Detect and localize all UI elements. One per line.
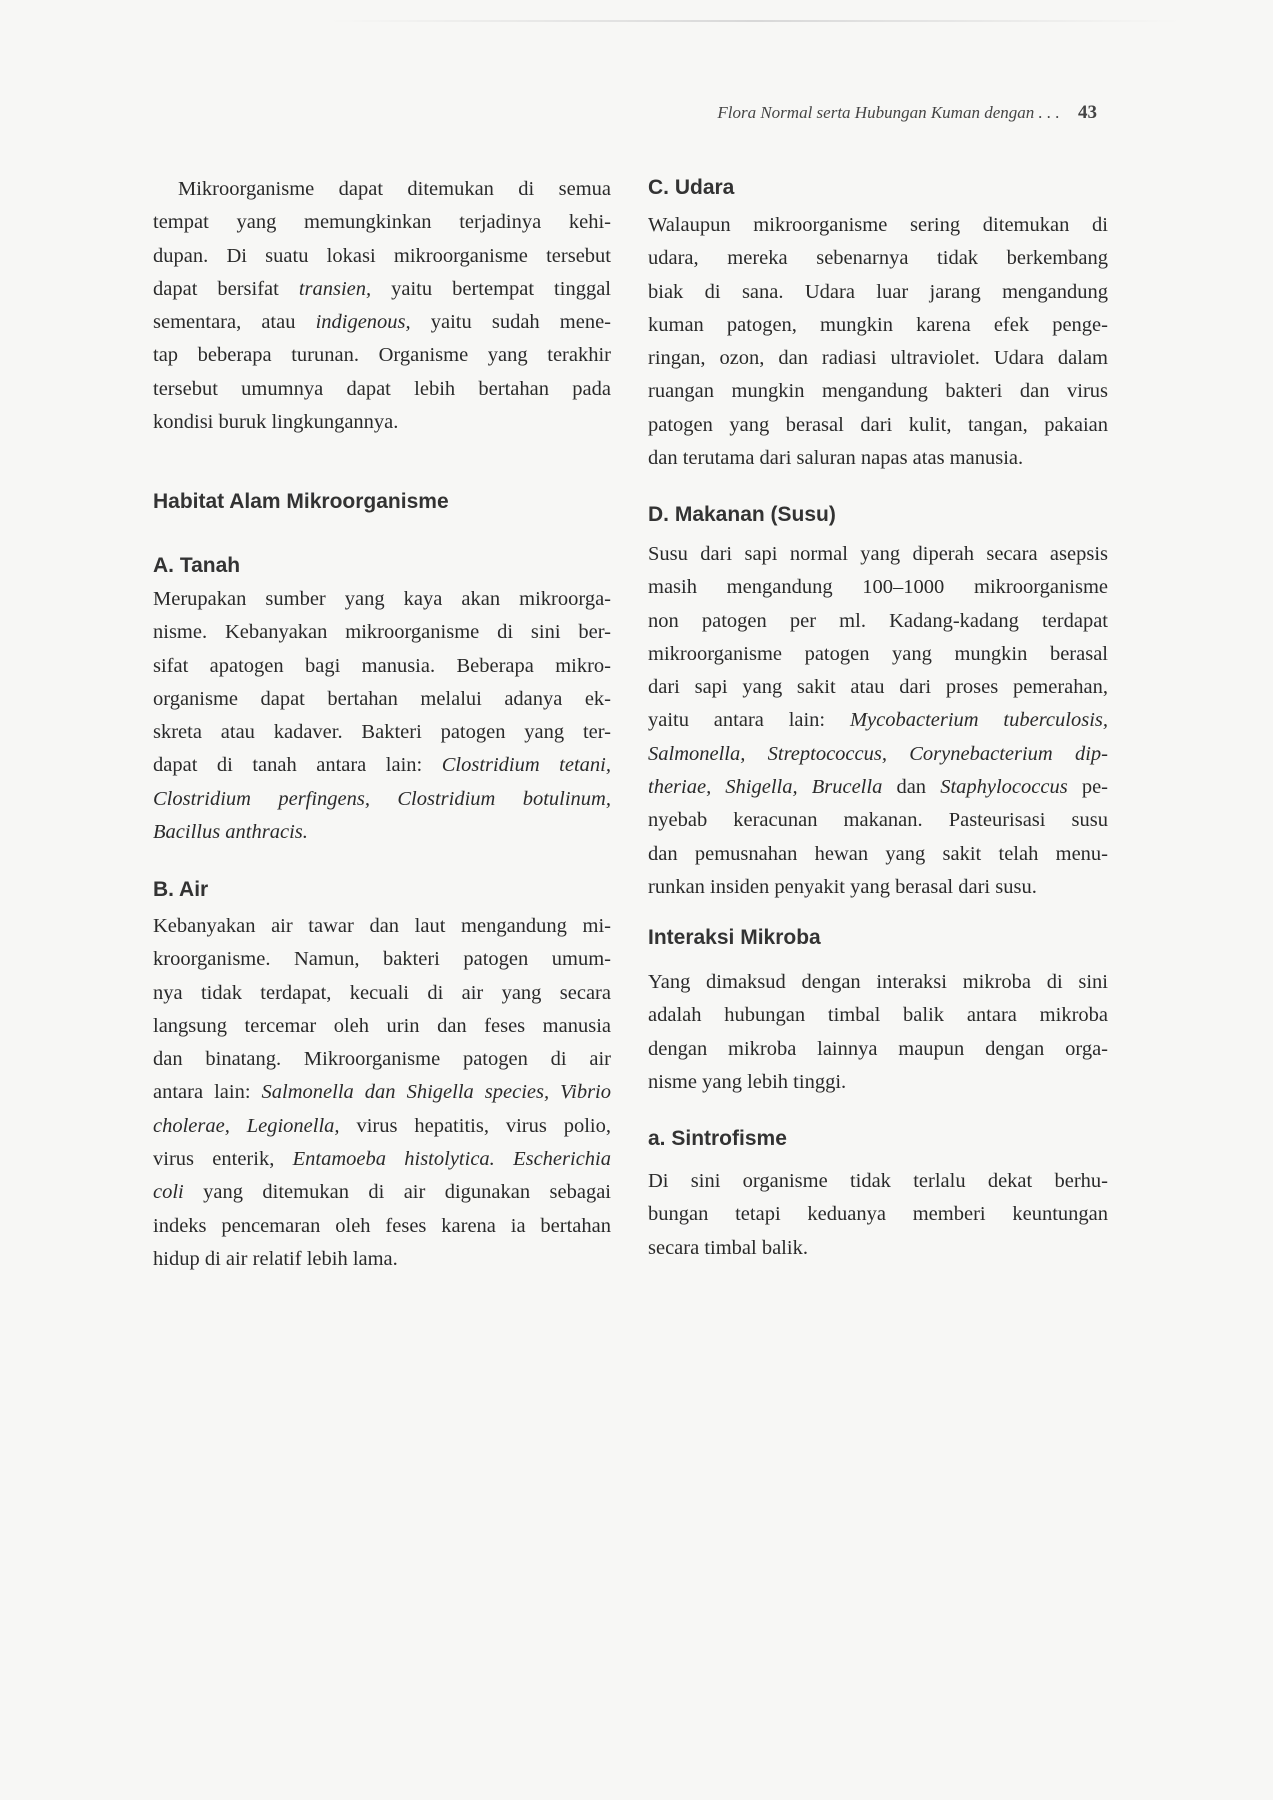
- text-segment: yaitu antara lain:: [648, 709, 850, 732]
- text-line: [648, 342, 1108, 375]
- text-segment: bungan tetapi keduanya memberi keuntungan: [648, 1203, 1108, 1226]
- text-line: [648, 375, 1108, 408]
- heading-udara: C. Udara: [648, 176, 735, 199]
- text-segment: dapat bersifat: [153, 277, 299, 300]
- italic-text: cholerae, Legionella,: [153, 1114, 340, 1137]
- text-segment: dari sapi yang sakit atau dari proses pemerahan,: [648, 676, 1108, 699]
- italic-text: transien,: [298, 277, 372, 300]
- text-segment: dan terutama dari saluran napas atas manusia.: [648, 447, 1024, 470]
- text-line: [153, 650, 611, 683]
- text-segment: Di sini organisme tidak terlalu dekat berhu-: [648, 1170, 1108, 1192]
- text-line: [153, 977, 611, 1010]
- text-segment: nyebab keracunan makanan. Pasteurisasi susu: [648, 809, 1108, 832]
- paragraph-tanah: [153, 583, 611, 849]
- text-segment: patogen yang berasal dari kulit, tangan, pakaian: [648, 413, 1108, 436]
- text-line: [153, 306, 611, 339]
- paragraph-air: [153, 910, 611, 1276]
- text-line: [153, 1210, 611, 1243]
- text-line: [153, 1043, 611, 1076]
- text-line: [153, 783, 611, 816]
- text-segment: yaitu bertempat tinggal: [371, 277, 611, 300]
- italic-text: Bacillus anthracis.: [153, 821, 308, 844]
- text-segment: runkan insiden penyakit yang berasal dari susu.: [648, 875, 1037, 898]
- text-segment: tap beberapa turunan. Organisme yang terakhir: [153, 344, 611, 367]
- text-segment: organisme dapat bertahan melalui adanya ek-: [153, 687, 611, 710]
- text-segment: Yang dimaksud dengan interaksi mikroba di sini: [648, 971, 1108, 993]
- text-segment: antara lain:: [153, 1081, 262, 1104]
- text-segment: non patogen per ml. Kadang-kadang terdapat: [648, 609, 1108, 632]
- running-header-title: Flora Normal serta Hubungan Kuman dengan . . .: [717, 103, 1060, 122]
- italic-text: Salmonella, Streptococcus, Corynebacterium dip-: [648, 742, 1108, 765]
- text-segment: hidup di air relatif lebih lama.: [153, 1247, 398, 1270]
- italic-text: coli: [153, 1181, 184, 1204]
- text-line: [648, 838, 1108, 871]
- page-number: 43: [1078, 102, 1097, 123]
- text-line: [648, 209, 1108, 242]
- text-line: [153, 240, 611, 273]
- paragraph-sintrofisme: [648, 1165, 1108, 1265]
- text-line: [153, 406, 611, 439]
- text-line: [648, 605, 1108, 638]
- text-segment: langsung tercemar oleh urin dan feses manusia: [153, 1014, 611, 1037]
- text-segment: kuman patogen, mungkin karena efek penge-: [648, 313, 1108, 336]
- text-line: [648, 571, 1108, 604]
- heading-tanah: A. Tanah: [153, 554, 241, 577]
- text-line: [648, 409, 1108, 442]
- text-segment: dapat di tanah antara lain:: [153, 754, 442, 777]
- text-segment: tersebut umumnya dapat lebih bertahan pada: [153, 377, 611, 400]
- text-line: [648, 704, 1108, 737]
- text-line: [153, 339, 611, 372]
- text-segment: ruangan mungkin mengandung bakteri dan virus: [648, 380, 1108, 403]
- text-segment: skreta atau kadaver. Bakteri patogen yang ter-: [153, 721, 611, 744]
- heading-sintrofisme: a. Sintrofisme: [648, 1127, 787, 1150]
- paragraph-interaksi: [648, 966, 1108, 1099]
- text-segment: yaitu sudah mene-: [410, 311, 611, 334]
- text-line: [153, 273, 611, 306]
- italic-text: Entamoeba histolytica. Escherichia: [292, 1148, 611, 1171]
- text-segment: indeks pencemaran oleh feses karena ia bertahan: [153, 1214, 611, 1237]
- italic-text: indigenous,: [315, 311, 411, 334]
- intro-paragraph: [153, 173, 611, 439]
- text-line: [153, 206, 611, 239]
- text-line: [648, 966, 1108, 999]
- text-segment: mikroorganisme patogen yang mungkin berasal: [648, 642, 1108, 665]
- text-segment: pe-: [1067, 776, 1108, 799]
- text-line: [648, 871, 1108, 904]
- italic-text: Mycobacterium tuberculosis,: [849, 709, 1108, 732]
- text-segment: secara timbal balik.: [648, 1236, 808, 1259]
- text-segment: nya tidak terdapat, kecuali di air yang secara: [153, 981, 611, 1004]
- text-segment: dan pemusnahan hewan yang sakit telah menu-: [648, 842, 1108, 865]
- text-line: [153, 173, 611, 206]
- text-segment: adalah hubungan timbal balik antara mikroba: [648, 1004, 1108, 1027]
- text-segment: kroorganisme. Namun, bakteri patogen umum-: [153, 948, 611, 971]
- text-line: [648, 538, 1108, 571]
- paragraph-udara: [648, 209, 1108, 475]
- text-segment: biak di sana. Udara luar jarang mengandung: [648, 280, 1108, 303]
- heading-air: B. Air: [153, 878, 209, 901]
- text-segment: dengan mikroba lainnya maupun dengan orga-: [648, 1037, 1108, 1060]
- text-line: [648, 1165, 1108, 1198]
- text-line: [648, 999, 1108, 1032]
- italic-text: Clostridium tetani,: [441, 754, 611, 777]
- text-segment: sifat apatogen bagi manusia. Beberapa mikro-: [153, 654, 611, 677]
- text-line: [648, 442, 1108, 475]
- running-header: [717, 102, 1097, 124]
- text-line: [648, 1066, 1108, 1099]
- text-segment: Walaupun mikroorganisme sering ditemukan di: [648, 214, 1108, 236]
- text-segment: kondisi buruk lingkungannya.: [153, 411, 399, 434]
- text-line: [153, 1010, 611, 1043]
- paragraph-makanan: [648, 538, 1108, 904]
- italic-text: Staphylococcus: [940, 776, 1068, 799]
- text-line: [648, 1198, 1108, 1231]
- text-segment: Mikroorganisme dapat ditemukan di semua: [178, 178, 611, 200]
- italic-text: theriae, Shigella, Brucella: [648, 776, 883, 799]
- text-line: [153, 683, 611, 716]
- text-line: [153, 816, 611, 849]
- text-line: [153, 716, 611, 749]
- text-segment: nisme. Kebanyakan mikroorganisme di sini ber-: [153, 621, 611, 644]
- text-segment: yang ditemukan di air digunakan sebagai: [183, 1181, 611, 1204]
- text-segment: ringan, ozon, dan radiasi ultraviolet. Udara dalam: [648, 347, 1108, 370]
- text-line: [648, 1033, 1108, 1066]
- text-line: [153, 749, 611, 782]
- italic-text: Clostridium perfingens, Clostridium botulinum,: [153, 787, 611, 810]
- text-line: [153, 943, 611, 976]
- scan-edge-line: [330, 20, 1180, 22]
- text-line: [648, 276, 1108, 309]
- text-segment: tempat yang memungkinkan terjadinya kehi-: [153, 211, 611, 234]
- text-line: [648, 738, 1108, 771]
- text-segment: dan: [882, 776, 941, 799]
- text-segment: virus enterik,: [153, 1148, 293, 1171]
- text-segment: Merupakan sumber yang kaya akan mikroorga-: [153, 588, 611, 610]
- text-line: [648, 804, 1108, 837]
- text-line: [153, 1076, 611, 1109]
- text-segment: sementara, atau: [153, 311, 316, 334]
- text-line: [153, 373, 611, 406]
- text-line: [648, 309, 1108, 342]
- text-line: [153, 1176, 611, 1209]
- heading-interaksi: Interaksi Mikroba: [648, 926, 821, 949]
- italic-text: Salmonella dan Shigella species, Vibrio: [261, 1081, 611, 1104]
- text-segment: Susu dari sapi normal yang diperah secara asepsis: [648, 543, 1108, 565]
- text-line: [153, 1143, 611, 1176]
- heading-makanan: D. Makanan (Susu): [648, 503, 836, 526]
- text-segment: udara, mereka sebenarnya tidak berkembang: [648, 247, 1108, 270]
- text-line: [648, 671, 1108, 704]
- text-line: [648, 1232, 1108, 1265]
- text-line: [648, 638, 1108, 671]
- text-segment: nisme yang lebih tinggi.: [648, 1070, 847, 1093]
- text-segment: dupan. Di suatu lokasi mikroorganisme tersebut: [153, 244, 611, 267]
- text-line: [153, 1110, 611, 1143]
- text-segment: masih mengandung 100–1000 mikroorganisme: [648, 576, 1108, 599]
- section-heading-habitat: Habitat Alam Mikroorganisme: [153, 490, 449, 513]
- text-line: [153, 616, 611, 649]
- text-line: [153, 910, 611, 943]
- text-line: [648, 242, 1108, 275]
- text-segment: dan binatang. Mikroorganisme patogen di air: [153, 1048, 611, 1071]
- text-line: [153, 583, 611, 616]
- text-segment: virus hepatitis, virus polio,: [339, 1114, 611, 1137]
- text-segment: Kebanyakan air tawar dan laut mengandung mi-: [153, 915, 611, 937]
- text-line: [648, 771, 1108, 804]
- text-line: [153, 1243, 611, 1276]
